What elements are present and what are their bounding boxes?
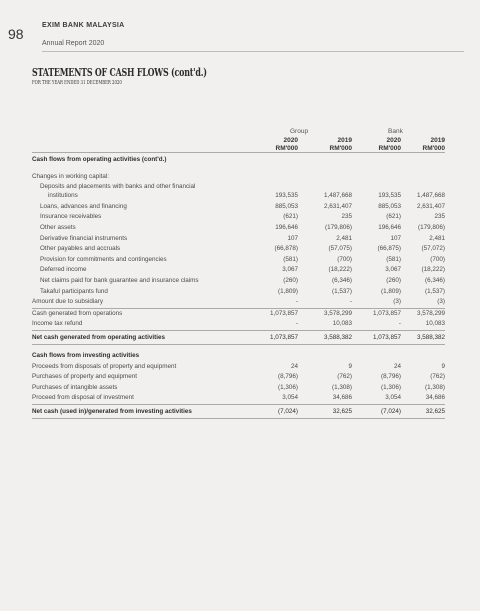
table-row: Other payables and accruals (66,878) (57,075) (66,875) (57,072) xyxy=(40,245,445,253)
section-heading: Cash flows from operating activities (cont'd.) xyxy=(32,156,167,163)
table-row: Other assets 196,646 (179,806) 196,646 (179,806) xyxy=(40,223,445,231)
col-year-4: 2019 xyxy=(430,137,445,144)
table-row: Proceeds from disposals of property and equipment 24 9 24 9 xyxy=(32,362,445,370)
table-row: Cash generated from operations 1,073,857 3,578,299 1,073,857 3,578,299 xyxy=(32,308,445,320)
table-row: Purchases of intangible assets (1,306) (1,308) (1,306) (1,308) xyxy=(32,383,445,391)
bank-name: EXIM BANK MALAYSIA xyxy=(42,22,125,29)
table-row: Takaful participants fund (1,809) (1,537) (1,809) (1,537) xyxy=(40,287,445,295)
header-divider xyxy=(42,51,464,52)
report-name: Annual Report 2020 xyxy=(42,40,105,47)
col-unit-2: RM'000 xyxy=(329,145,352,152)
statement-subtitle: FOR THE YEAR ENDED 31 DECEMBER 2020 xyxy=(32,80,122,86)
table-row: Amount due to subsidiary - - (3) (3) xyxy=(32,298,445,306)
cash-flow-table xyxy=(32,155,445,419)
header-rule xyxy=(32,152,445,153)
col-year-2: 2019 xyxy=(337,137,352,144)
total-row: Net cash (used in)/generated from investing activities (7,024) 32,625 (7,024) 32,625 xyxy=(32,404,445,419)
table-row: Deposits and placements with banks and other financial xyxy=(40,183,196,191)
table-row: Loans, advances and financing 885,053 2,631,407 885,053 2,631,407 xyxy=(40,202,445,210)
col-unit-1: RM'000 xyxy=(275,145,298,152)
table-row: Proceed from disposal of investment 3,054 34,686 3,054 34,686 xyxy=(32,394,445,402)
table-row: Provision for commitments and contingencies (581) (700) (581) (700) xyxy=(40,255,445,263)
bank-column-label: Bank xyxy=(388,128,403,135)
total-row: Net cash generated from operating activities 1,073,857 3,588,382 1,073,857 3,588,382 xyxy=(32,331,445,345)
table-row: Insurance receivables (621) 235 (621) 235 xyxy=(40,213,445,221)
table-row: Changes in working capital: xyxy=(32,172,110,180)
col-unit-3: RM'000 xyxy=(378,145,401,152)
col-year-3: 2020 xyxy=(386,137,401,144)
table-row: institutions 193,535 1,487,668 193,535 1,487,668 xyxy=(48,192,445,200)
page-number: 98 xyxy=(8,26,24,42)
col-unit-4: RM'000 xyxy=(422,145,445,152)
col-year-1: 2020 xyxy=(283,137,298,144)
table-row: Derivative financial instruments 107 2,481 107 2,481 xyxy=(40,234,445,242)
table-row: Net claims paid for bank guarantee and insurance claims (260) (6,346) (260) (6,346) xyxy=(40,276,445,284)
table-row: Income tax refund - 10,083 - 10,083 xyxy=(32,319,445,331)
statement-title: STATEMENTS OF CASH FLOWS (cont'd.) xyxy=(32,66,207,79)
section-heading: Cash flows from investing activities xyxy=(32,351,140,359)
table-row: Deferred income 3,067 (18,222) 3,067 (18,222) xyxy=(40,266,445,274)
group-column-label: Group xyxy=(290,128,309,135)
table-row: Purchases of property and equipment (8,796) (762) (8,796) (762) xyxy=(32,373,445,381)
